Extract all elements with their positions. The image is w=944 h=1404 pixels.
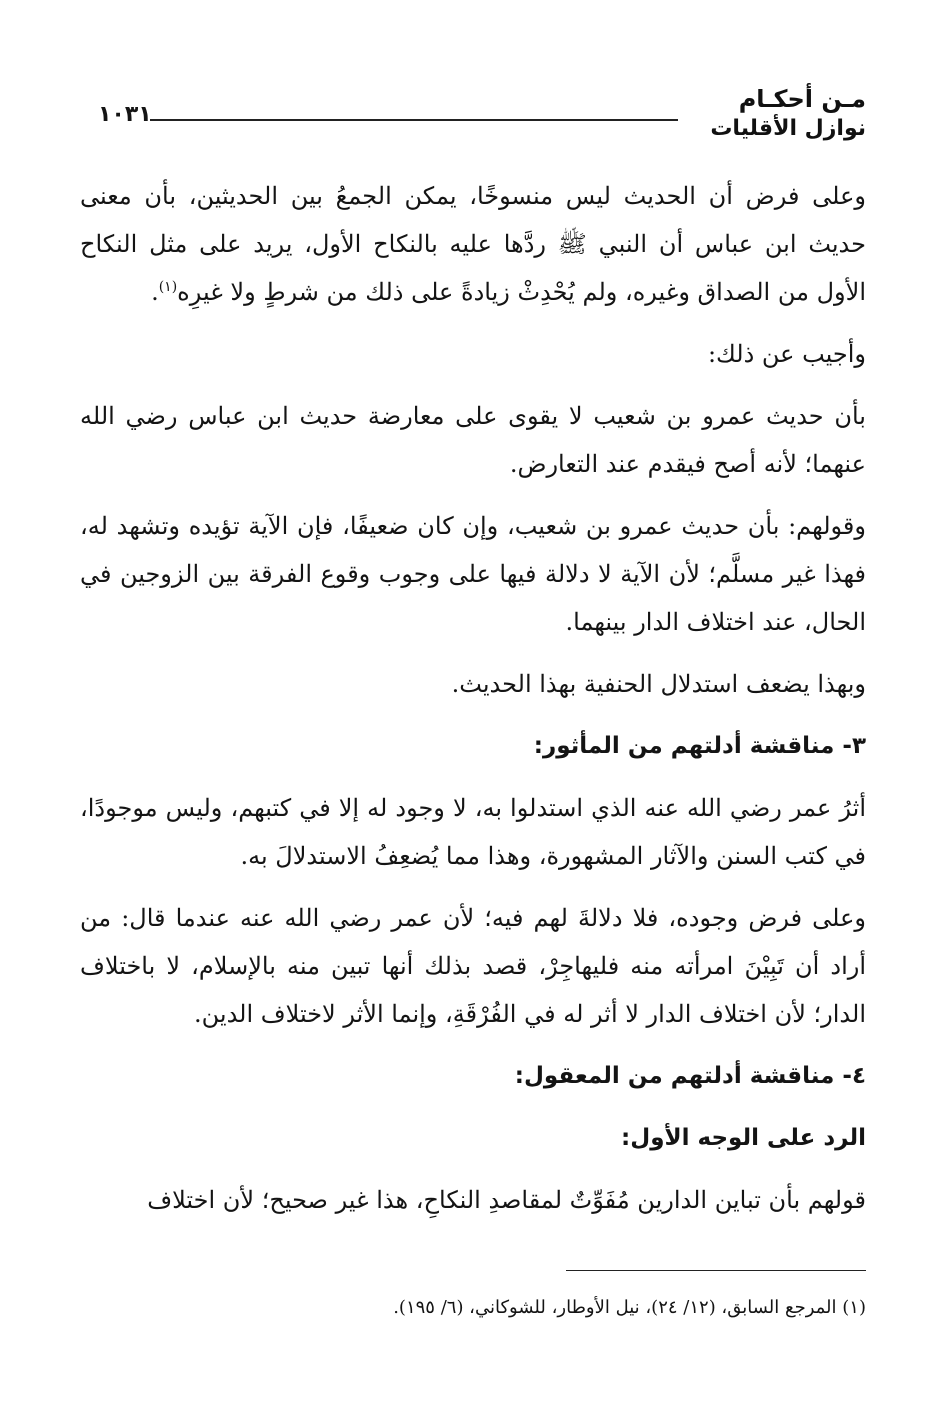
paragraph: وعلى فرض وجوده، فلا دلالةَ لهم فيه؛ لأن عمر رضي الله عنه عندما قال: من أراد أن تَبِيْنَ امرأته منه فليهاجِرْ، قصد بذلك أنها تبين منه بالإسلام، لا باختلاف الدار؛ لأن اختلاف الدار لا أثر له في الفُرْقَةِ، وإنما الأثر لاختلاف الدين. — [80, 904, 866, 1028]
footnote-reference: (١) — [158, 279, 178, 295]
paragraph: بأن حديث عمرو بن شعيب لا يقوى على معارضة حديث ابن عباس رضي الله عنهما؛ لأنه أصح فيقدم عند التعارض. — [80, 402, 866, 478]
paragraph: أثرُ عمر رضي الله عنه الذي استدلوا به، لا وجود له إلا في كتبهم، وليس موجودًا، في كتب السنن والآثار المشهورة، وهذا مما يُضعِفُ الاستدلالَ به. — [80, 794, 866, 870]
section-heading: ٤- مناقشة أدلتهم من المعقول: — [514, 1063, 866, 1089]
page-number: ١٠٣١ — [98, 102, 152, 127]
book-title — [666, 84, 866, 144]
main-text — [80, 172, 866, 1238]
paragraph: قولهم بأن تباين الدارين مُفَوِّتٌ لمقاصدِ النكاحِ، هذا غير صحيح؛ لأن اختلاف — [147, 1186, 866, 1214]
book-title-line-1: مـن أحكـام — [738, 85, 866, 113]
book-title-line-2: نوازل الأقليات — [710, 116, 866, 141]
sub-heading: الرد على الوجه الأول: — [621, 1125, 866, 1151]
paragraph — [80, 172, 866, 316]
paragraph: وقولهم: بأن حديث عمرو بن شعيب، وإن كان ضعيفًا، فإن الآية تؤيده وتشهد له، فهذا غير مسلَّم؛ لأن الآية لا دلالة فيها على وجوب وقوع الفرقة بين الزوجين في الحال، عند اختلاف الدار بينهما. — [80, 512, 866, 636]
paragraph-end: . — [151, 278, 159, 306]
footnote-divider — [566, 1270, 866, 1271]
footnote: (١) المرجع السابق، (١٢/ ٢٤)، نيل الأوطار، للشوكاني، (٦/ ١٩٥). — [393, 1297, 866, 1318]
paragraph: وأجيب عن ذلك: — [707, 340, 866, 368]
paragraph-text: وعلى فرض أن الحديث ليس منسوخًا، يمكن الجمعُ بين الحديثين، بأن معنى حديث ابن عباس أن النبي ﷺ ردَّها عليه بالنكاح الأول، يريد على مثل النكاح الأول من الصداق وغيره، ولم يُحْدِثْ زيادةً على ذلك من شرطٍ ولا غيرِه — [80, 182, 866, 306]
paragraph: وبهذا يضعف استدلال الحنفية بهذا الحديث. — [451, 670, 866, 698]
section-heading: ٣- مناقشة أدلتهم من المأثور: — [533, 733, 866, 759]
header-divider — [150, 119, 678, 121]
